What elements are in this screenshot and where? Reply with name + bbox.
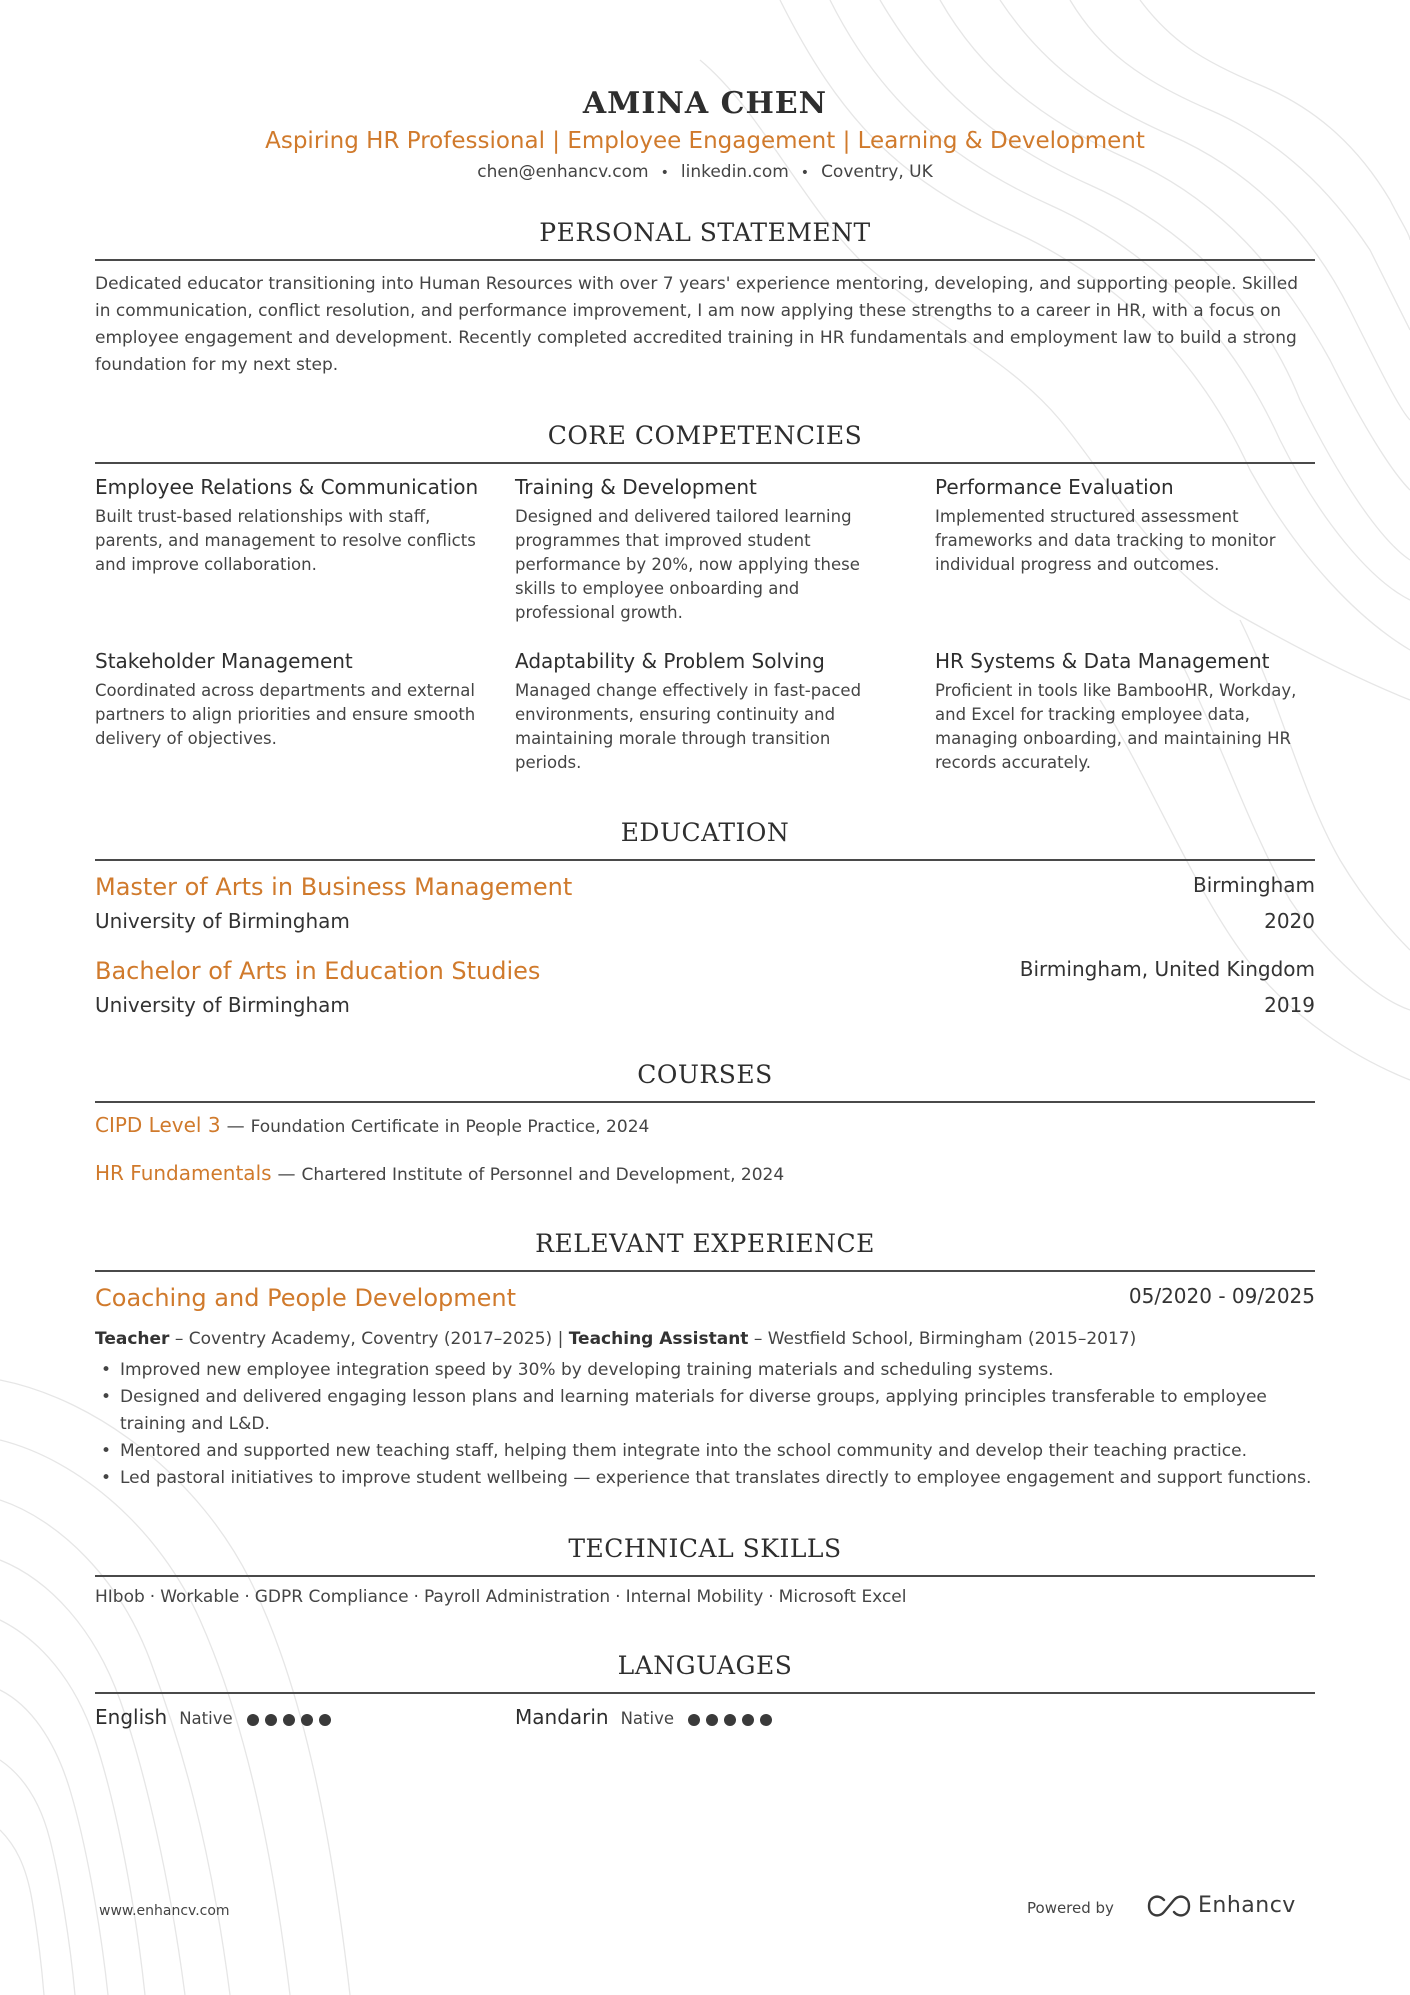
skill-item: Workable [160,1587,240,1607]
rating-dot [247,1714,259,1726]
section-title-relevant-experience: RELEVANT EXPERIENCE [535,1229,875,1258]
section-title-courses: COURSES [637,1060,773,1089]
skill-item: Microsoft Excel [778,1587,907,1607]
course-name: CIPD Level 3 [95,1113,221,1137]
language-rating-dots [688,1714,778,1726]
section-divider [95,1692,1315,1694]
skill-item: GDPR Compliance [254,1587,409,1607]
section-divider [95,259,1315,261]
skill-separator: · [244,1587,250,1607]
enhancv-logo-icon [1146,1894,1192,1918]
section-title-education: EDUCATION [620,818,790,847]
competency-title: HR Systems & Data Management [935,649,1270,673]
experience-bullets [95,1357,1315,1492]
competency-title: Performance Evaluation [935,475,1174,499]
rating-dot [283,1714,295,1726]
education-location: Birmingham [1193,873,1315,897]
skill-item: Payroll Administration [423,1587,611,1607]
contact-line [95,162,1315,182]
competency-title: Employee Relations & Communication [95,475,479,499]
rating-dot [724,1714,736,1726]
rating-dot [688,1714,700,1726]
section-divider [95,859,1315,861]
language-level: Native [179,1709,233,1728]
course-detail: Chartered Institute of Personnel and Development, 2024 [301,1165,785,1185]
section-title-personal-statement: PERSONAL STATEMENT [539,218,871,247]
rating-dot [301,1714,313,1726]
section-divider [95,1270,1315,1272]
competency-item [95,649,480,751]
competency-description: Proficient in tools like BambooHR, Workday, and Excel for tracking employee data, managing onboarding, and maintaining HR records accurately. [935,681,1297,772]
tagline: Aspiring HR Professional | Employee Engagement | Learning & Development [265,128,1145,154]
personal-statement-text: Dedicated educator transitioning into Human Resources with over 7 years' experience mentoring, developing, and supporting people. Skilled in communication, conflict resolution, and performance improvement, I am now applying these strengths to a career in HR, with a focus on employee engagement and development. Recently completed accredited training in HR fundamentals and employment law to build a strong foundation for my next step. [95,274,1299,375]
footer-url[interactable]: www.enhancv.com [99,1903,230,1919]
section-divider [95,462,1315,464]
skill-item: HIbob [95,1587,145,1607]
competency-item [935,649,1320,775]
skill-separator: · [615,1587,621,1607]
competency-item [95,475,480,577]
section-title-core-competencies: CORE COMPETENCIES [547,421,863,450]
experience-bullet: • Designed and delivered engaging lesson plans and learning materials for diverse groups, applying principles transferable to employee training and L&D. [95,1384,1315,1438]
course-item [95,1113,649,1137]
education-year: 2019 [1264,993,1315,1017]
competency-title: Training & Development [515,475,757,499]
role-teaching-assistant: Teaching Assistant [568,1329,749,1349]
course-dash: — [226,1116,245,1137]
skill-item: Internal Mobility [625,1587,764,1607]
technical-skills-list [95,1587,906,1607]
rating-dot [265,1714,277,1726]
language-rating-dots [247,1714,337,1726]
course-detail: Foundation Certificate in People Practice, 2024 [250,1117,650,1137]
competency-description: Coordinated across departments and external partners to align priorities and ensure smooth delivery of objectives. [95,681,476,748]
experience-bullet: • Mentored and supported new teaching staff, helping them integrate into the school community and develop their teaching practice. [95,1438,1315,1465]
role-teacher-detail: – Coventry Academy, Coventry (2017–2025) | [169,1329,569,1349]
contact-separator: • [660,165,669,181]
section-divider [95,1101,1315,1103]
education-degree: Bachelor of Arts in Education Studies [95,957,541,985]
contact-location: Coventry, UK [821,162,933,182]
role-teacher: Teacher [95,1329,170,1349]
section-title-technical-skills: TECHNICAL SKILLS [568,1534,842,1563]
contact-separator: • [800,165,810,181]
language-item [95,1705,337,1729]
enhancv-logo-text: Enhancv [1198,1893,1296,1918]
competency-title: Adaptability & Problem Solving [515,649,825,673]
section-title-languages: LANGUAGES [617,1651,793,1680]
experience-bullet: • Improved new employee integration speed by 30% by developing training materials and scheduling systems. [95,1357,1315,1384]
experience-bullet: • Led pastoral initiatives to improve student wellbeing — experience that translates directly to employee engagement and support functions. [95,1465,1315,1492]
competency-item [515,649,900,775]
competency-description: Designed and delivered tailored learning programmes that improved student performance by 20%, now applying these skills to employee onboarding and professional growth. [515,507,860,622]
experience-title: Coaching and People Development [95,1284,517,1312]
experience-roles [95,1329,1315,1349]
role-teaching-assistant-detail: – Westfield School, Birmingham (2015–2017) [748,1329,1137,1349]
experience-dates: 05/2020 - 09/2025 [1128,1284,1315,1308]
education-degree: Master of Arts in Business Management [95,873,573,901]
section-divider [95,1575,1315,1577]
language-name: English [95,1705,168,1729]
powered-by-label: Powered by [1027,1899,1114,1917]
skill-separator: · [149,1587,156,1607]
rating-dot [319,1714,331,1726]
contact-email[interactable]: chen@enhancv.com [477,162,649,182]
contact-linkedin[interactable]: linkedin.com [680,162,789,182]
rating-dot [760,1714,772,1726]
education-year: 2020 [1264,909,1315,933]
rating-dot [742,1714,754,1726]
candidate-name: AMINA CHEN [582,86,828,121]
competency-description: Managed change effectively in fast-paced environments, ensuring continuity and maintaining morale through transition periods. [515,681,862,772]
skill-separator: · [413,1587,419,1607]
course-item [95,1161,784,1185]
competency-title: Stakeholder Management [95,649,353,673]
language-name: Mandarin [515,1705,609,1729]
rating-dot [706,1714,718,1726]
enhancv-logo[interactable] [1146,1893,1296,1918]
competency-description: Implemented structured assessment frameworks and data tracking to monitor individual progress and outcomes. [935,507,1276,574]
skill-separator: · [768,1587,774,1607]
competency-description: Built trust-based relationships with staff, parents, and management to resolve conflicts and improve collaboration. [95,507,476,574]
course-dash: — [277,1164,296,1185]
course-name: HR Fundamentals [95,1161,272,1185]
education-school: University of Birmingham [95,909,350,933]
language-level: Native [620,1709,675,1728]
education-school: University of Birmingham [95,993,350,1017]
competency-item [515,475,900,625]
education-location: Birmingham, United Kingdom [1019,957,1315,981]
language-item [515,1705,778,1729]
competency-item [935,475,1320,577]
